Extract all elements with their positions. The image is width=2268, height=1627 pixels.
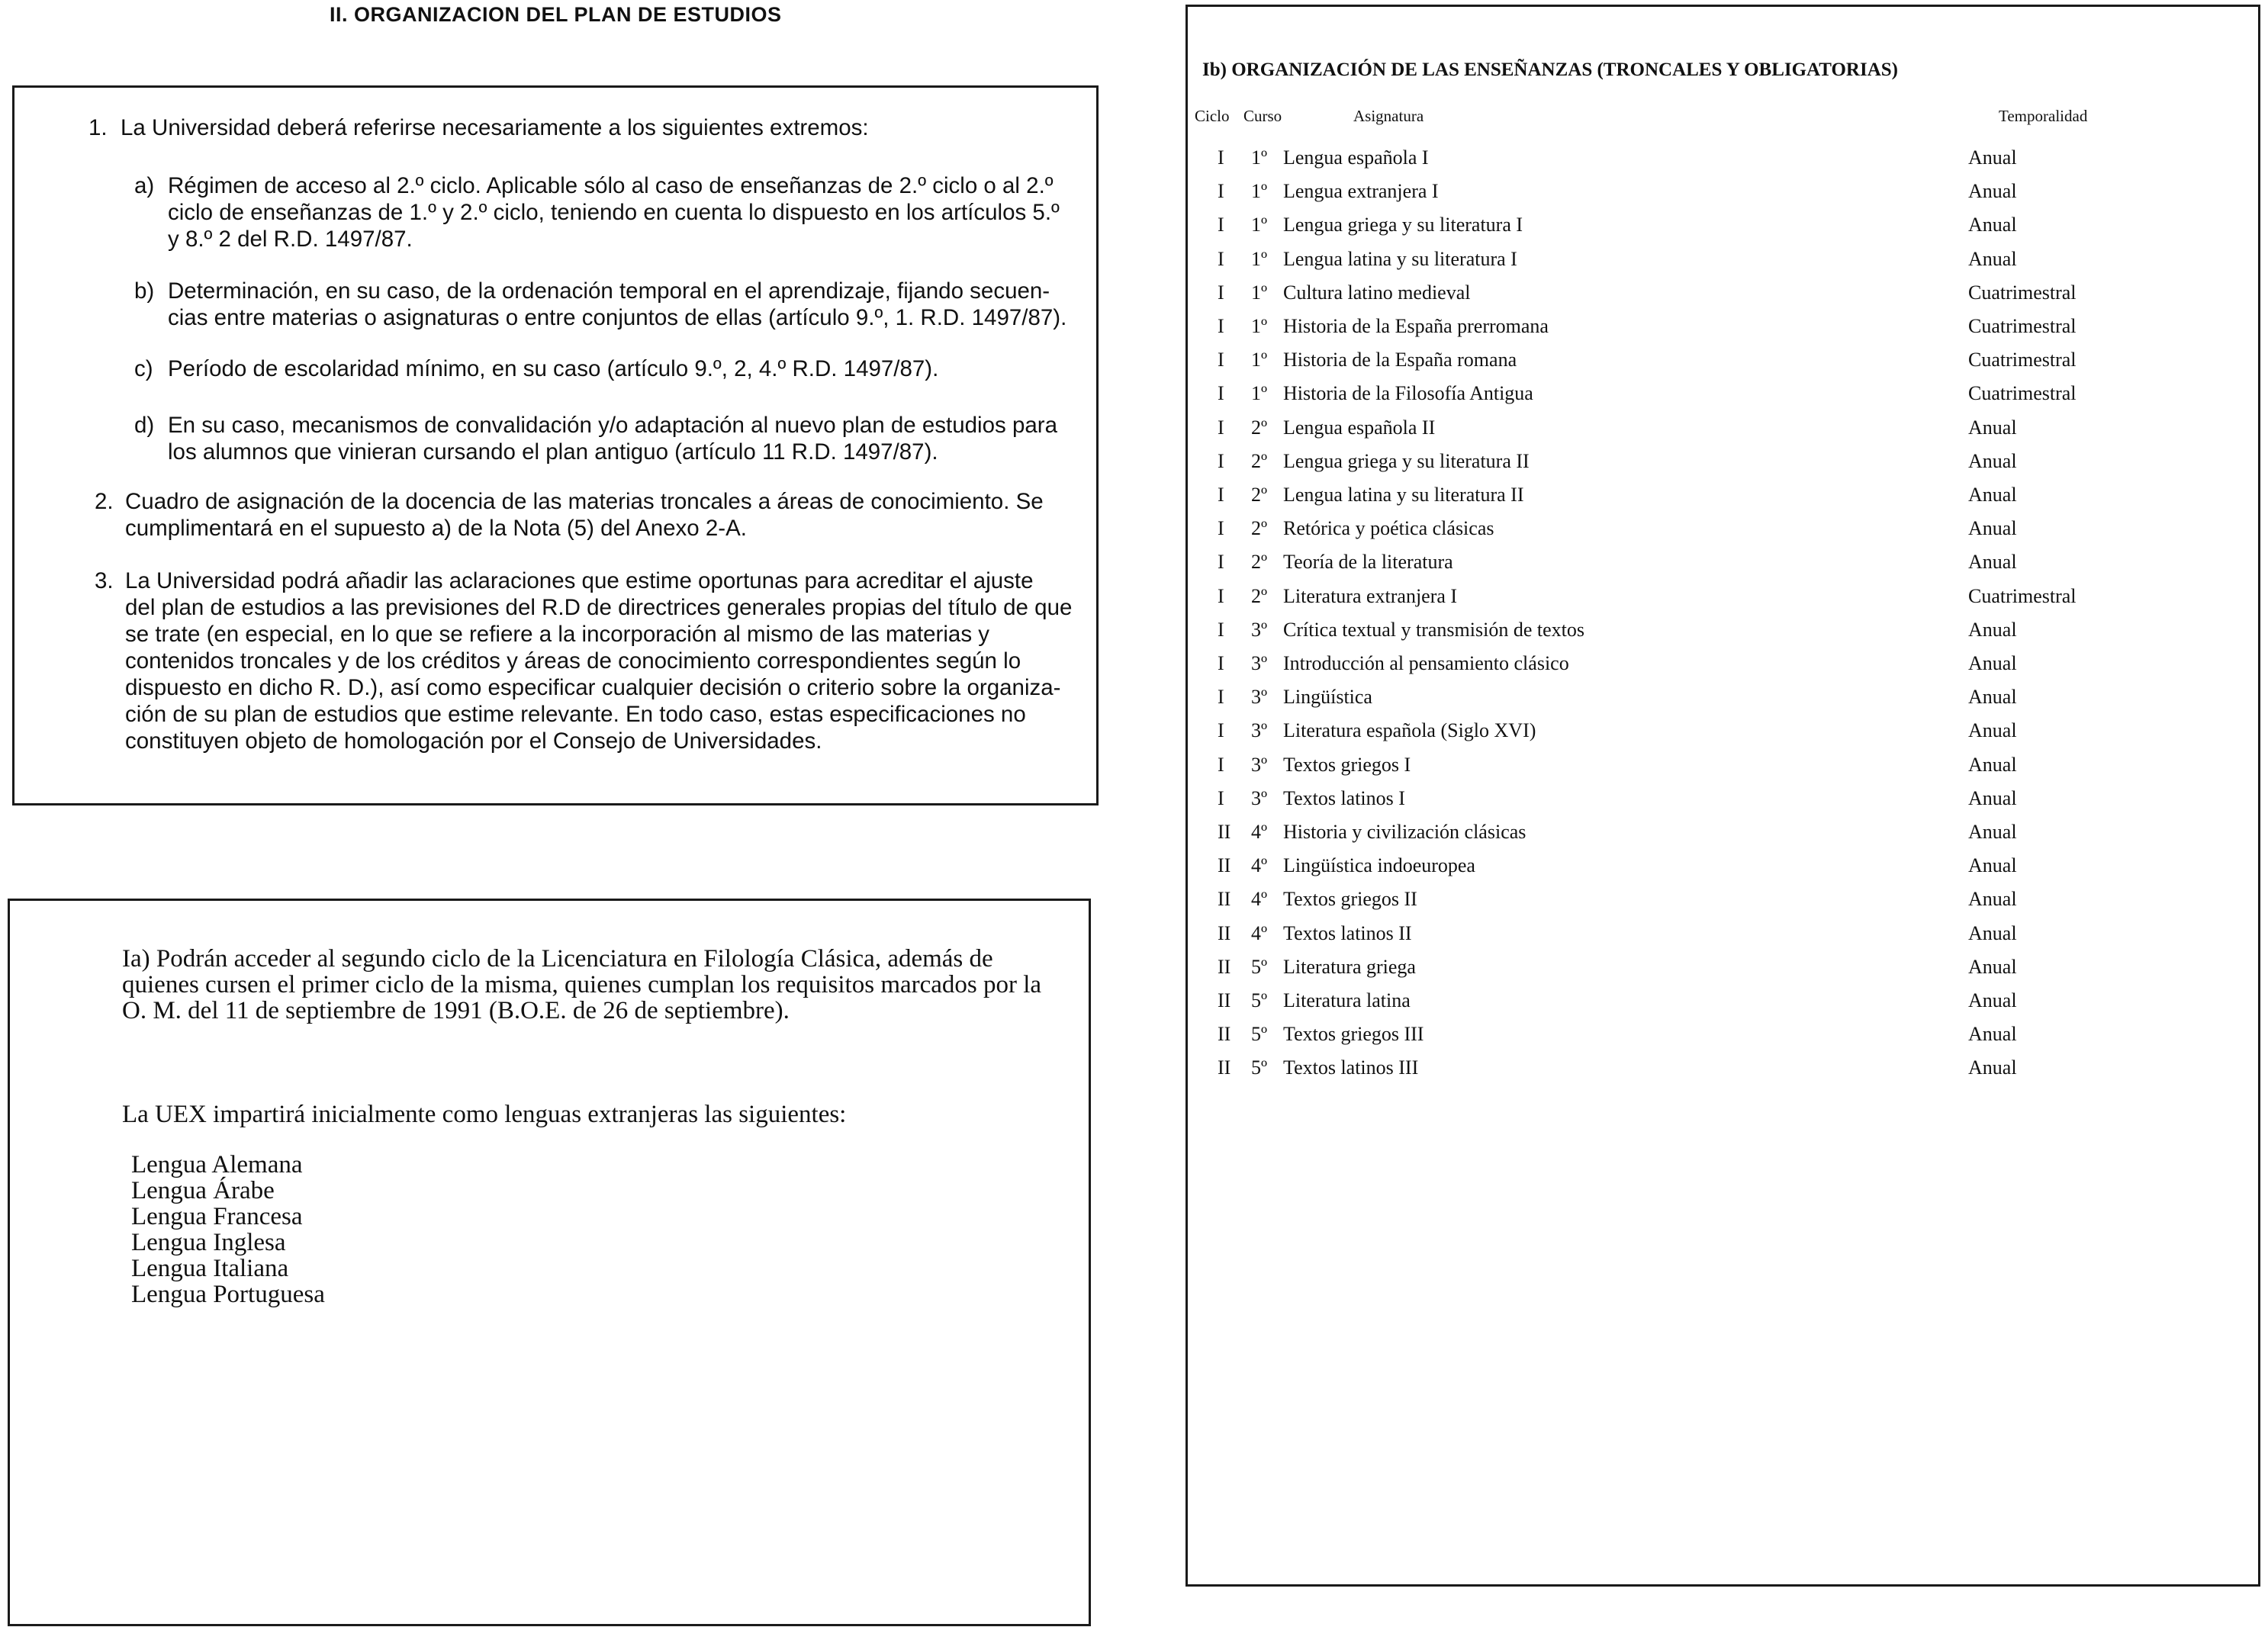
temporalidad-cell: Cuatrimestral: [1968, 315, 2077, 337]
ciclo-cell: I: [1218, 416, 1224, 439]
ciclo-cell: II: [1218, 854, 1231, 877]
column-header-ciclo: Ciclo: [1195, 107, 1230, 125]
curso-cell: 1º: [1251, 349, 1268, 371]
curso-cell: 2º: [1251, 484, 1268, 506]
ciclo-cell: I: [1218, 686, 1224, 709]
language-item: Lengua Portuguesa: [131, 1281, 325, 1308]
temporalidad-cell: Anual: [1968, 1023, 2017, 1046]
asignatura-cell: Retórica y poética clásicas: [1283, 517, 1494, 540]
item1a-line: y 8.º 2 del R.D. 1497/87.: [168, 227, 413, 252]
asignatura-cell: Lengua extranjera I: [1283, 180, 1439, 203]
asignatura-cell: Historia y civilización clásicas: [1283, 821, 1526, 843]
language-item: Lengua Inglesa: [131, 1229, 286, 1256]
asignatura-cell: Lengua española II: [1283, 416, 1436, 439]
item1d-line: los alumnos que vinieran cursando el plan antiguo (artículo 11 R.D. 1497/87).: [168, 439, 938, 465]
access-line: Ia) Podrán acceder al segundo ciclo de la Licenciatura en Filología Clásica, además de: [122, 945, 993, 973]
temporalidad-cell: Anual: [1968, 146, 2017, 169]
language-item: Lengua Alemana: [131, 1151, 303, 1178]
curso-cell: 3º: [1251, 686, 1268, 709]
asignatura-cell: Lengua latina y su literatura II: [1283, 484, 1524, 506]
curso-cell: 1º: [1251, 281, 1268, 304]
table-row: [0, 619, 2268, 652]
temporalidad-cell: Cuatrimestral: [1968, 584, 2077, 607]
table-row: [0, 854, 2268, 888]
curso-cell: 5º: [1251, 955, 1268, 978]
ciclo-cell: I: [1218, 247, 1224, 270]
asignatura-cell: Textos griegos II: [1283, 888, 1417, 911]
item1a-letter: a): [134, 173, 155, 198]
item1d-letter: d): [134, 413, 155, 438]
temporalidad-cell: Anual: [1968, 180, 2017, 203]
asignatura-cell: Textos latinos II: [1283, 921, 1412, 944]
table-row: [0, 551, 2268, 584]
asignatura-cell: Textos latinos I: [1283, 786, 1405, 809]
ciclo-cell: I: [1218, 517, 1224, 540]
asignatura-cell: Lengua griega y su literatura I: [1283, 214, 1523, 236]
item3-line: constituyen objeto de homologación por el Consejo de Universidades.: [125, 728, 822, 754]
curso-cell: 4º: [1251, 854, 1268, 877]
item3-line: ción de su plan de estudios que estime relevante. En todo caso, estas especificaciones no: [125, 702, 1026, 727]
temporalidad-cell: Anual: [1968, 921, 2017, 944]
asignatura-cell: Crítica textual y transmisión de textos: [1283, 618, 1584, 641]
ciclo-cell: I: [1218, 484, 1224, 506]
ciclo-cell: I: [1218, 449, 1224, 472]
curso-cell: 2º: [1251, 416, 1268, 439]
ciclo-cell: I: [1218, 786, 1224, 809]
asignatura-cell: Teoría de la literatura: [1283, 551, 1453, 574]
temporalidad-cell: Anual: [1968, 551, 2017, 574]
temporalidad-cell: Cuatrimestral: [1968, 349, 2077, 371]
ciclo-cell: I: [1218, 753, 1224, 776]
ciclo-cell: II: [1218, 955, 1231, 978]
item1-number: 1.: [88, 115, 108, 140]
curso-cell: 5º: [1251, 989, 1268, 1011]
table-row: [0, 450, 2268, 484]
ciclo-cell: I: [1218, 551, 1224, 574]
ciclo-cell: I: [1218, 652, 1224, 674]
ciclo-cell: I: [1218, 146, 1224, 169]
column-header-asignatura: Asignatura: [1353, 107, 1424, 125]
temporalidad-cell: Anual: [1968, 989, 2017, 1011]
ciclo-cell: II: [1218, 989, 1231, 1011]
table-row: [0, 922, 2268, 956]
asignatura-cell: Lingüística: [1283, 686, 1372, 709]
item1a-line: ciclo de enseñanzas de 1.º y 2.º ciclo, teniendo en cuenta lo dispuesto en los artículos 5.º: [168, 200, 1060, 225]
temporalidad-cell: Anual: [1968, 652, 2017, 674]
asignatura-cell: Historia de la España romana: [1283, 349, 1517, 371]
table-row: [0, 349, 2268, 382]
ciclo-cell: I: [1218, 281, 1224, 304]
item3-line: La Universidad podrá añadir las aclaraciones que estime oportunas para acreditar el ajuste: [125, 568, 1034, 593]
curso-cell: 1º: [1251, 382, 1268, 405]
temporalidad-cell: Anual: [1968, 1056, 2017, 1079]
item3-line: se trate (en especial, en lo que se refiere a la incorporación al mismo de las materias y: [125, 622, 990, 647]
curso-cell: 3º: [1251, 753, 1268, 776]
temporalidad-cell: Anual: [1968, 484, 2017, 506]
asignatura-cell: Textos griegos III: [1283, 1023, 1424, 1046]
temporalidad-cell: Anual: [1968, 821, 2017, 843]
curso-cell: 2º: [1251, 584, 1268, 607]
curso-cell: 4º: [1251, 821, 1268, 843]
item1a-line: Régimen de acceso al 2.º ciclo. Aplicable sólo al caso de enseñanzas de 2.º ciclo o al 2.º: [168, 173, 1054, 198]
ciclo-cell: II: [1218, 1056, 1231, 1079]
asignatura-cell: Textos latinos III: [1283, 1056, 1419, 1079]
ciclo-cell: I: [1218, 584, 1224, 607]
item3-line: del plan de estudios a las previsiones del R.D de directrices generales propias del título de que: [125, 595, 1073, 620]
temporalidad-cell: Anual: [1968, 686, 2017, 709]
asignatura-cell: Lingüística indoeuropea: [1283, 854, 1475, 877]
ciclo-cell: I: [1218, 349, 1224, 371]
table-row: [0, 315, 2268, 349]
table-row: [0, 214, 2268, 247]
curso-cell: 4º: [1251, 888, 1268, 911]
ciclo-cell: II: [1218, 1023, 1231, 1046]
asignatura-cell: Lengua griega y su literatura II: [1283, 449, 1530, 472]
item1c-letter: c): [134, 356, 153, 381]
access-line: quienes cursen el primer ciclo de la misma, quienes cumplan los requisitos marcados por la: [122, 971, 1042, 998]
temporalidad-cell: Anual: [1968, 449, 2017, 472]
table-row: [0, 416, 2268, 450]
temporalidad-cell: Anual: [1968, 618, 2017, 641]
temporalidad-cell: Anual: [1968, 719, 2017, 742]
asignatura-cell: Literatura latina: [1283, 989, 1411, 1011]
curso-cell: 2º: [1251, 517, 1268, 540]
column-header-temporalidad: Temporalidad: [1999, 107, 2088, 125]
curso-cell: 3º: [1251, 719, 1268, 742]
item3-line: dispuesto en dicho R. D.), así como especificar cualquier decisión o criterio sobre la organiza-: [125, 675, 1061, 700]
curso-cell: 1º: [1251, 180, 1268, 203]
temporalidad-cell: Cuatrimestral: [1968, 281, 2077, 304]
ciclo-cell: I: [1218, 382, 1224, 405]
item2-line: Cuadro de asignación de la docencia de las materias troncales a áreas de conocimiento. Se: [125, 489, 1044, 514]
ciclo-cell: I: [1218, 618, 1224, 641]
temporalidad-cell: Anual: [1968, 214, 2017, 236]
curso-cell: 1º: [1251, 146, 1268, 169]
temporalidad-cell: Cuatrimestral: [1968, 382, 2077, 405]
column-header-curso: Curso: [1243, 107, 1282, 125]
table-row: [0, 484, 2268, 517]
curso-cell: 1º: [1251, 315, 1268, 337]
table-row: [0, 989, 2268, 1023]
table-row: [0, 787, 2268, 821]
asignatura-cell: Lengua española I: [1283, 146, 1429, 169]
language-item: Lengua Italiana: [131, 1255, 289, 1282]
table-heading: Ib) ORGANIZACIÓN DE LAS ENSEÑANZAS (TRONCALES Y OBLIGATORIAS): [1202, 59, 1898, 80]
asignatura-cell: Textos griegos I: [1283, 753, 1411, 776]
temporalidad-cell: Anual: [1968, 753, 2017, 776]
ciclo-cell: I: [1218, 180, 1224, 203]
table-row: [0, 754, 2268, 787]
item1b-line: Determinación, en su caso, de la ordenación temporal en el aprendizaje, fijando secuen-: [168, 278, 1050, 304]
curso-cell: 5º: [1251, 1056, 1268, 1079]
curso-cell: 1º: [1251, 214, 1268, 236]
item3-number: 3.: [95, 568, 114, 593]
table-row: [0, 652, 2268, 686]
table-row: [0, 146, 2268, 180]
table-row: [0, 281, 2268, 315]
ciclo-cell: I: [1218, 315, 1224, 337]
ciclo-cell: I: [1218, 214, 1224, 236]
asignatura-cell: Lengua latina y su literatura I: [1283, 247, 1517, 270]
item3-line: contenidos troncales y de los créditos y áreas de conocimiento correspondientes según lo: [125, 648, 1021, 674]
table-row: [0, 821, 2268, 854]
curso-cell: 5º: [1251, 1023, 1268, 1046]
ciclo-cell: II: [1218, 821, 1231, 843]
ciclo-cell: I: [1218, 719, 1224, 742]
language-item: Lengua Árabe: [131, 1177, 275, 1204]
table-row: [0, 180, 2268, 214]
ciclo-cell: II: [1218, 921, 1231, 944]
asignatura-cell: Cultura latino medieval: [1283, 281, 1471, 304]
table-row: [0, 888, 2268, 921]
temporalidad-cell: Anual: [1968, 955, 2017, 978]
item2-number: 2.: [95, 489, 114, 514]
temporalidad-cell: Anual: [1968, 888, 2017, 911]
table-row: [0, 248, 2268, 281]
asignatura-cell: Historia de la Filosofía Antigua: [1283, 382, 1533, 405]
curso-cell: 3º: [1251, 786, 1268, 809]
page-title: II. ORGANIZACION DEL PLAN DE ESTUDIOS: [330, 3, 782, 26]
table-row: [0, 1023, 2268, 1056]
access-line: O. M. del 11 de septiembre de 1991 (B.O.E. de 26 de septiembre).: [122, 997, 790, 1024]
curso-cell: 4º: [1251, 921, 1268, 944]
temporalidad-cell: Anual: [1968, 854, 2017, 877]
table-row: [0, 382, 2268, 416]
curso-cell: 3º: [1251, 618, 1268, 641]
curso-cell: 1º: [1251, 247, 1268, 270]
asignatura-cell: Literatura griega: [1283, 955, 1416, 978]
table-row: [0, 686, 2268, 719]
table-row: [0, 585, 2268, 619]
item2-line: cumplimentará en el supuesto a) de la Nota (5) del Anexo 2-A.: [125, 516, 747, 541]
language-item: Lengua Francesa: [131, 1203, 303, 1230]
asignatura-cell: Literatura extranjera I: [1283, 584, 1458, 607]
temporalidad-cell: Anual: [1968, 247, 2017, 270]
table-row: [0, 956, 2268, 989]
asignatura-cell: Historia de la España prerromana: [1283, 315, 1549, 337]
temporalidad-cell: Anual: [1968, 517, 2017, 540]
temporalidad-cell: Anual: [1968, 416, 2017, 439]
item1c-line: Período de escolaridad mínimo, en su caso (artículo 9.º, 2, 4.º R.D. 1497/87).: [168, 356, 939, 381]
table-row: [0, 719, 2268, 753]
table-row: [0, 1056, 2268, 1090]
item1b-letter: b): [134, 278, 155, 304]
item1d-line: En su caso, mecanismos de convalidación y/o adaptación al nuevo plan de estudios para: [168, 413, 1057, 438]
languages-intro: La UEX impartirá inicialmente como lenguas extranjeras las siguientes:: [122, 1101, 847, 1128]
asignatura-cell: Introducción al pensamiento clásico: [1283, 652, 1569, 674]
ciclo-cell: II: [1218, 888, 1231, 911]
asignatura-cell: Literatura española (Siglo XVI): [1283, 719, 1536, 742]
curso-cell: 3º: [1251, 652, 1268, 674]
item1-text: La Universidad deberá referirse necesariamente a los siguientes extremos:: [121, 115, 869, 140]
table-row: [0, 517, 2268, 551]
item1b-line: cias entre materias o asignaturas o entre conjuntos de ellas (artículo 9.º, 1. R.D. 1497/87).: [168, 305, 1067, 330]
temporalidad-cell: Anual: [1968, 786, 2017, 809]
curso-cell: 2º: [1251, 551, 1268, 574]
curso-cell: 2º: [1251, 449, 1268, 472]
